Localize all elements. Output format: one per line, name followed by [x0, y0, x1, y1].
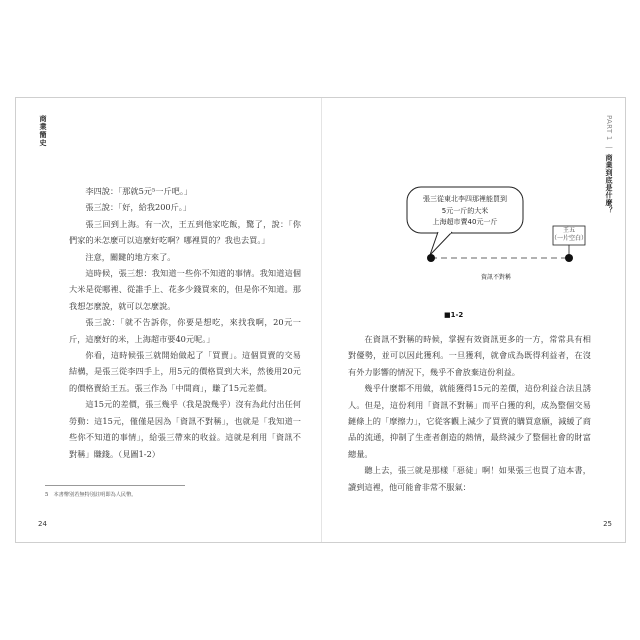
right-text-block — [348, 331, 591, 495]
paragraph: 張三回到上海。有一次，王五到他家吃飯，驚了，說：「你們家的米怎麼可以這麼好吃啊？哪裡買的？我也去買。」 — [69, 218, 301, 246]
paragraph: 這15元的差價，張三幾乎（我是說幾乎）沒有為此付出任何勞動：這15元，僅僅是因為「資訊不對稱」，也就是「我知道一些你不知道的事情」，給張三帶來的收益。這就是利用「資訊不對稱」賺錢。（見圖1-2） — [69, 399, 301, 459]
bubble-line: 張三從東北李四那裡能買到 — [423, 195, 507, 203]
bubble-text — [406, 194, 524, 229]
paragraph: 注意，關鍵的地方來了。 — [85, 251, 176, 262]
left-text-block — [69, 183, 301, 462]
edge-label: 資訊不對稱 — [480, 274, 511, 281]
left-page — [16, 98, 321, 542]
running-head-separator: ｜ — [605, 143, 613, 151]
page-number-right: 25 — [603, 520, 612, 528]
paragraph: 在資訊不對稱的時候，掌握有效資訊更多的一方，常常具有相對優勢，並可以因此獲利。一旦獲利，就會成為既得利益者，在沒有外力影響的情況下，幾乎不會放棄這份利益。 — [348, 334, 591, 377]
bubble-line: 上海超市賣40元一斤 — [432, 218, 498, 226]
figure-caption: ■1-2 — [444, 311, 464, 319]
paragraph: 李四說：「那就5元⁵一斤吧。」 — [85, 186, 193, 196]
paragraph: 這時候，張三想：我知道一些你不知道的事情。我知道這個大米是從哪裡、從誰手上、花多少錢買來的，但是你不知道。那我想怎麼說，就可以怎麼說。 — [69, 268, 301, 311]
figure-1-2-diagram — [406, 183, 596, 303]
page-number-left: 24 — [38, 520, 47, 528]
paragraph: 張三說：「好，給我200斤。」 — [85, 202, 192, 213]
right-page — [321, 98, 626, 542]
wangwu-name: 王五 — [562, 227, 575, 234]
paragraph: 幾乎什麼都不用做，就能獲得15元的差價，這份利益合法且誘人。但是，這份利用「資訊不對稱」而平白獲的利，成為整個交易鏈條上的「摩擦力」，它從客觀上減少了買賣的購買意願，減緩了商品的流通，抑制了生產者創造的熱情，最終減少了整個社會的財富總量。 — [348, 383, 591, 459]
running-head-chapter — [604, 115, 614, 214]
book-spread — [15, 97, 626, 543]
running-head-chapter-title: 商業到底是什麼？ — [605, 153, 613, 214]
wangwu-note: （一片空白） — [551, 235, 588, 242]
footnote-divider — [45, 485, 185, 486]
footnote: 5 本書幣別若無特別註明即為人民幣。 — [45, 492, 137, 498]
node-zhangsan — [427, 254, 435, 262]
bubble-line: 5元一斤的大米 — [441, 206, 489, 215]
paragraph: 聽上去，張三就是那樣「惡徒」啊！如果張三也買了這本書，讀到這裡，他可能會非常不服氣： — [348, 465, 591, 492]
running-head-part: PART 1 — [605, 115, 613, 141]
wangwu-label — [551, 227, 587, 243]
running-head-book-title: 商業簡史 — [39, 115, 47, 147]
speech-bubble-tail — [430, 232, 452, 255]
paragraph: 張三說：「就不告訴你，你要是想吃，來找我啊，20元一斤，這麼好的米，上海超市要40元呢。」 — [69, 317, 301, 344]
paragraph: 你看，這時候張三就開始做起了「買賣」。這個買賣的交易結構，是張三從李四手上，用5元的價格買到大米，然後用20元的價格賣給王五。張三作為「中間商」，賺了15元差價。 — [69, 350, 301, 393]
node-wangwu — [565, 254, 573, 262]
